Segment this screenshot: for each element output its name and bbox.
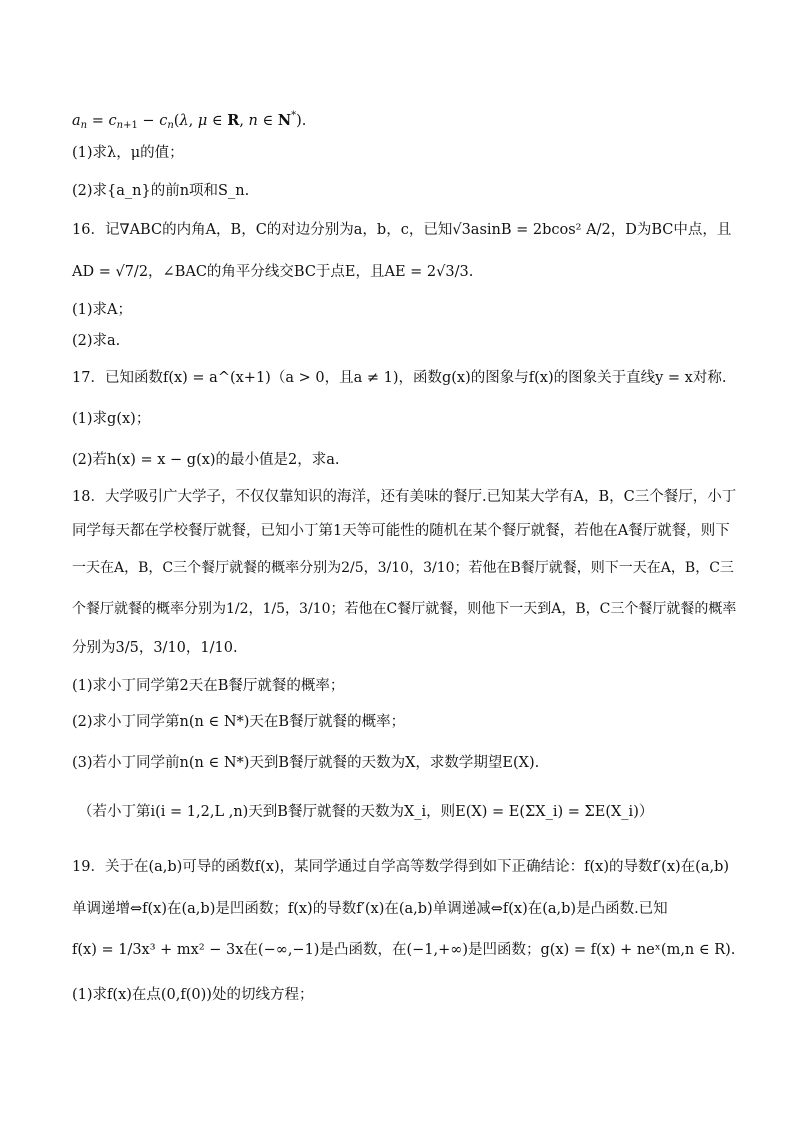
- q18-part2-text: (2)求小丁同学第n(n ∈ N*)天在B餐厅就餐的概率；: [72, 714, 406, 730]
- q18-line2-text: 同学每天都在学校餐厅就餐，已知小丁第1天等可能性的随机在某个餐厅就餐，若他在A餐厅就餐，则下: [72, 523, 730, 539]
- q18-part1-text: (1)求小丁同学第2天在B餐厅就餐的概率；: [72, 678, 345, 694]
- q18-line3-text: 一天在A，B，C三个餐厅就餐的概率分别为2/5，3/10，3/10；若他在B餐厅就餐，则下一天在A，B，C三: [72, 560, 734, 576]
- q17-part1-text: (1)求g(x)；: [72, 411, 151, 427]
- q16-part1-text: (1)求A；: [72, 302, 133, 318]
- q17-part2: [72, 450, 734, 470]
- q15-part2-text: (2)求{a_n}的前n项和S_n.: [72, 183, 250, 199]
- q17-stem: [72, 368, 734, 388]
- q15-part1: [72, 143, 734, 163]
- q18-part2: [72, 712, 734, 732]
- q19-part1-text: (1)求f(x)在点(0,f(0))处的切线方程；: [72, 987, 314, 1003]
- q19-line3: [72, 940, 734, 960]
- q19-number: 19．: [72, 859, 105, 875]
- q18-part3-text: (3)若小丁同学前n(n ∈ N*)天到B餐厅就餐的天数为X，求数学期望E(X).: [72, 755, 540, 771]
- q18-note-text: （若小丁第i(i = 1,2,L ,n)天到B餐厅就餐的天数为X_i，则E(X) = E(ΣX_i) = ΣE(X_i)）: [78, 804, 654, 820]
- q18-line1: [72, 487, 737, 507]
- q19-line3-text: f(x) = 1/3x³ + mx² − 3x在(−∞,−1)是凸函数，在(−1,+∞)是凹函数；g(x) = f(x) + neˣ(m,n ∈ R).: [72, 942, 736, 958]
- q18-line2: [72, 521, 734, 541]
- q17-stem-text: 已知函数f(x) = a^(x+1)（a > 0，且a ≠ 1)，函数g(x)的图象与f(x)的图象关于直线y = x对称.: [104, 370, 727, 386]
- q19-line1: [72, 857, 734, 877]
- q17-number: 17．: [72, 370, 105, 386]
- q18-line3: [72, 558, 734, 578]
- q16-stem-line1: [72, 220, 734, 240]
- q18-line4: [72, 599, 737, 619]
- q18-line5-text: 分别为3/5，3/10，1/10.: [72, 640, 238, 656]
- q19-line1-text: 关于在(a,b)可导的函数f(x)，某同学通过自学高等数学得到如下正确结论：f(x)的导数f′(x)在(a,b): [104, 859, 730, 875]
- q18-line1-text: 大学吸引广大学子，不仅仅靠知识的海洋，还有美味的餐厅.已知某大学有A，B，C三个餐厅，小丁: [104, 489, 737, 505]
- q16-part2: [72, 331, 734, 351]
- q18-number: 18．: [72, 489, 105, 505]
- q16-number: 16．: [72, 222, 105, 238]
- q19-part1: [72, 985, 734, 1005]
- q19-line2: [72, 899, 734, 919]
- q18-part3: [72, 753, 734, 773]
- q17-part2-text: (2)若h(x) = x − g(x)的最小值是2，求a.: [72, 452, 340, 468]
- q18-part1: [72, 676, 734, 696]
- q19-line2-text: 单调递增⇔f(x)在(a,b)是凹函数；f(x)的导数f′(x)在(a,b)单调递减⇔f(x)在(a,b)是凸函数.已知: [72, 901, 668, 917]
- sequence-definition: [72, 106, 734, 136]
- q16-part1: [72, 300, 734, 320]
- q18-note: [78, 802, 734, 822]
- q16-stem-a: 记∇ABC的内角A，B，C的对边分别为a，b，c，已知√3asinB = 2bcos² A/2，D为BC中点，且: [104, 222, 732, 238]
- q17-part1: [72, 409, 734, 429]
- formula-render: $a_n = c_{n+1} - c_n(\lambda$, μ ∈ R, n ∈ N*).: [72, 110, 307, 131]
- q18-line4-text: 个餐厅就餐的概率分别为1/2，1/5，3/10；若他在C餐厅就餐，则他下一天到A，B，C三个餐厅就餐的概率: [72, 601, 737, 617]
- q15-part2: [72, 181, 734, 201]
- q16-stem-b: AD = √7/2，∠BAC的角平分线交BC于点E，且AE = 2√3/3.: [72, 264, 474, 280]
- q18-line5: [72, 638, 734, 658]
- q15-part1-text: (1)求λ，μ的值；: [72, 145, 184, 161]
- q16-part2-text: (2)求a.: [72, 333, 121, 349]
- q16-stem-line2: [72, 262, 734, 282]
